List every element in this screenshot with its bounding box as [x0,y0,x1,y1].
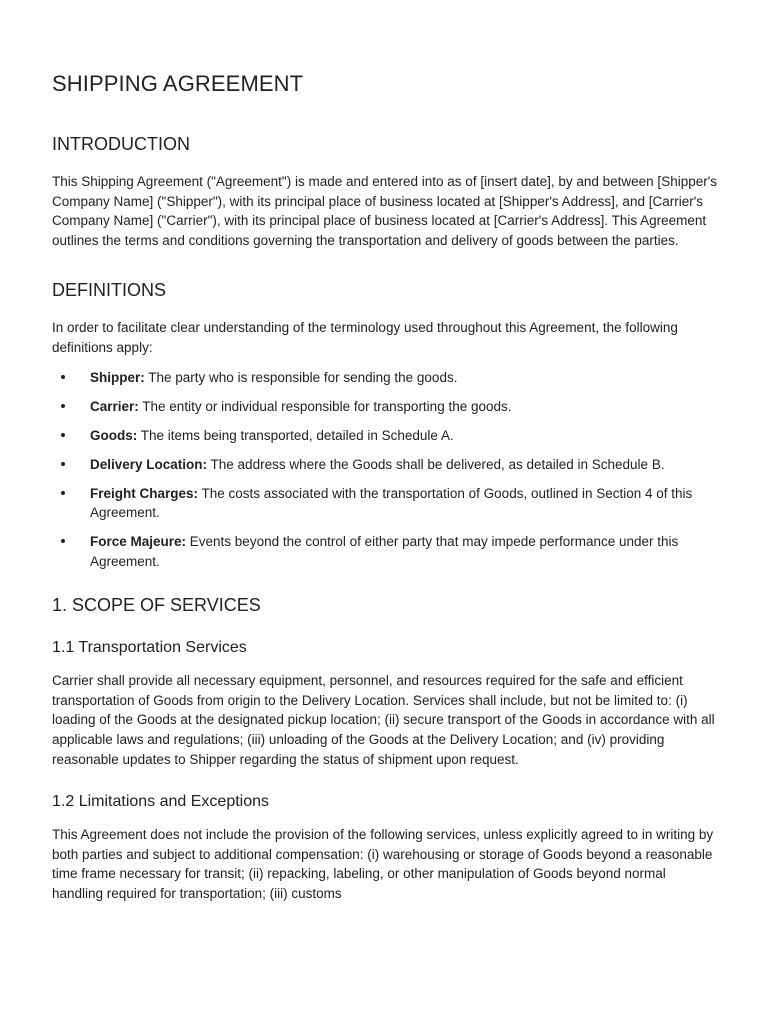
bullet-icon [61,491,65,495]
definition-term: Freight Charges: [90,485,199,501]
bullet-icon [61,404,65,408]
definition-text: The costs associated with the transportation of Goods, outlined in Section 4 of this Agreement. [90,485,693,521]
definition-text: The entity or individual responsible for transporting the goods. [138,398,512,414]
definition-item [52,455,718,475]
definition-term: Delivery Location: [90,456,208,472]
definition-text: The party who is responsible for sending the goods. [144,369,458,385]
definition-text: The items being transported, detailed in Schedule A. [137,427,454,443]
section-1-1-paragraph: Carrier shall provide all necessary equipment, personnel, and resources required for the safe and efficient transportation of Goods from origin to the Delivery Location. Services shall include, but not be limited to: (i) loading of the Goods at the designated pickup location; (ii) secure transport of the Goods in accordance with all applicable laws and regulations; (iii) unloading of the Goods at the Delivery Location; and (iv) providing reasonable updates to Shipper regarding the status of shipment upon request. [52,673,715,767]
introduction-heading: INTRODUCTION [52,134,190,154]
definition-term: Force Majeure: [90,534,187,550]
section-1-2-paragraph: This Agreement does not include the provision of the following services, unless explicitly agreed to in writing by both parties and subject to additional compensation: (i) warehousing or storage of Goods beyond a reasonable time frame necessary for transit; (ii) repacking, labeling, or other manipulation of Goods beyond normal handling required for transportation; (iii) customs [52,827,714,902]
definition-item [52,532,718,571]
definitions-intro: In order to facilitate clear understanding of the terminology used throughout this Agreement, the following definitions apply: [52,320,678,355]
definition-term: Carrier: [90,398,139,414]
definition-text: The address where the Goods shall be delivered, as detailed in Schedule B. [207,456,665,472]
section-1-1-heading: 1.1 Transportation Services [52,639,247,657]
section-1-2-heading: 1.2 Limitations and Exceptions [52,793,270,811]
definitions-list [52,368,718,572]
bullet-icon [61,375,65,379]
document-page [52,70,718,904]
definition-text: Events beyond the control of either party that may impede performance under this Agreement. [90,534,679,569]
definition-term: Goods: [90,427,138,443]
definition-item [52,397,718,417]
definitions-heading: DEFINITIONS [52,280,167,301]
section-1-heading: 1. SCOPE OF SERVICES [52,595,261,616]
introduction-paragraph: This Shipping Agreement ("Agreement") is made and entered into as of [insert date], by and between [Shipper's Company Name] ("Shipper"), with its principal place of business located at [Shipper's Address], and [Carrier's Company Name] ("Carrier"), with its principal place of business located at [Carrier's Address]. This Agreement outlines the terms and conditions governing the transportation and delivery of goods between the parties. [52,174,718,248]
definition-item [52,368,718,388]
definition-item [52,484,718,523]
bullet-icon [61,539,65,543]
definition-term: Shipper: [90,369,145,385]
bullet-icon [61,462,65,466]
definition-item [52,426,718,446]
bullet-icon [61,433,65,437]
document-title: SHIPPING AGREEMENT [52,71,304,96]
